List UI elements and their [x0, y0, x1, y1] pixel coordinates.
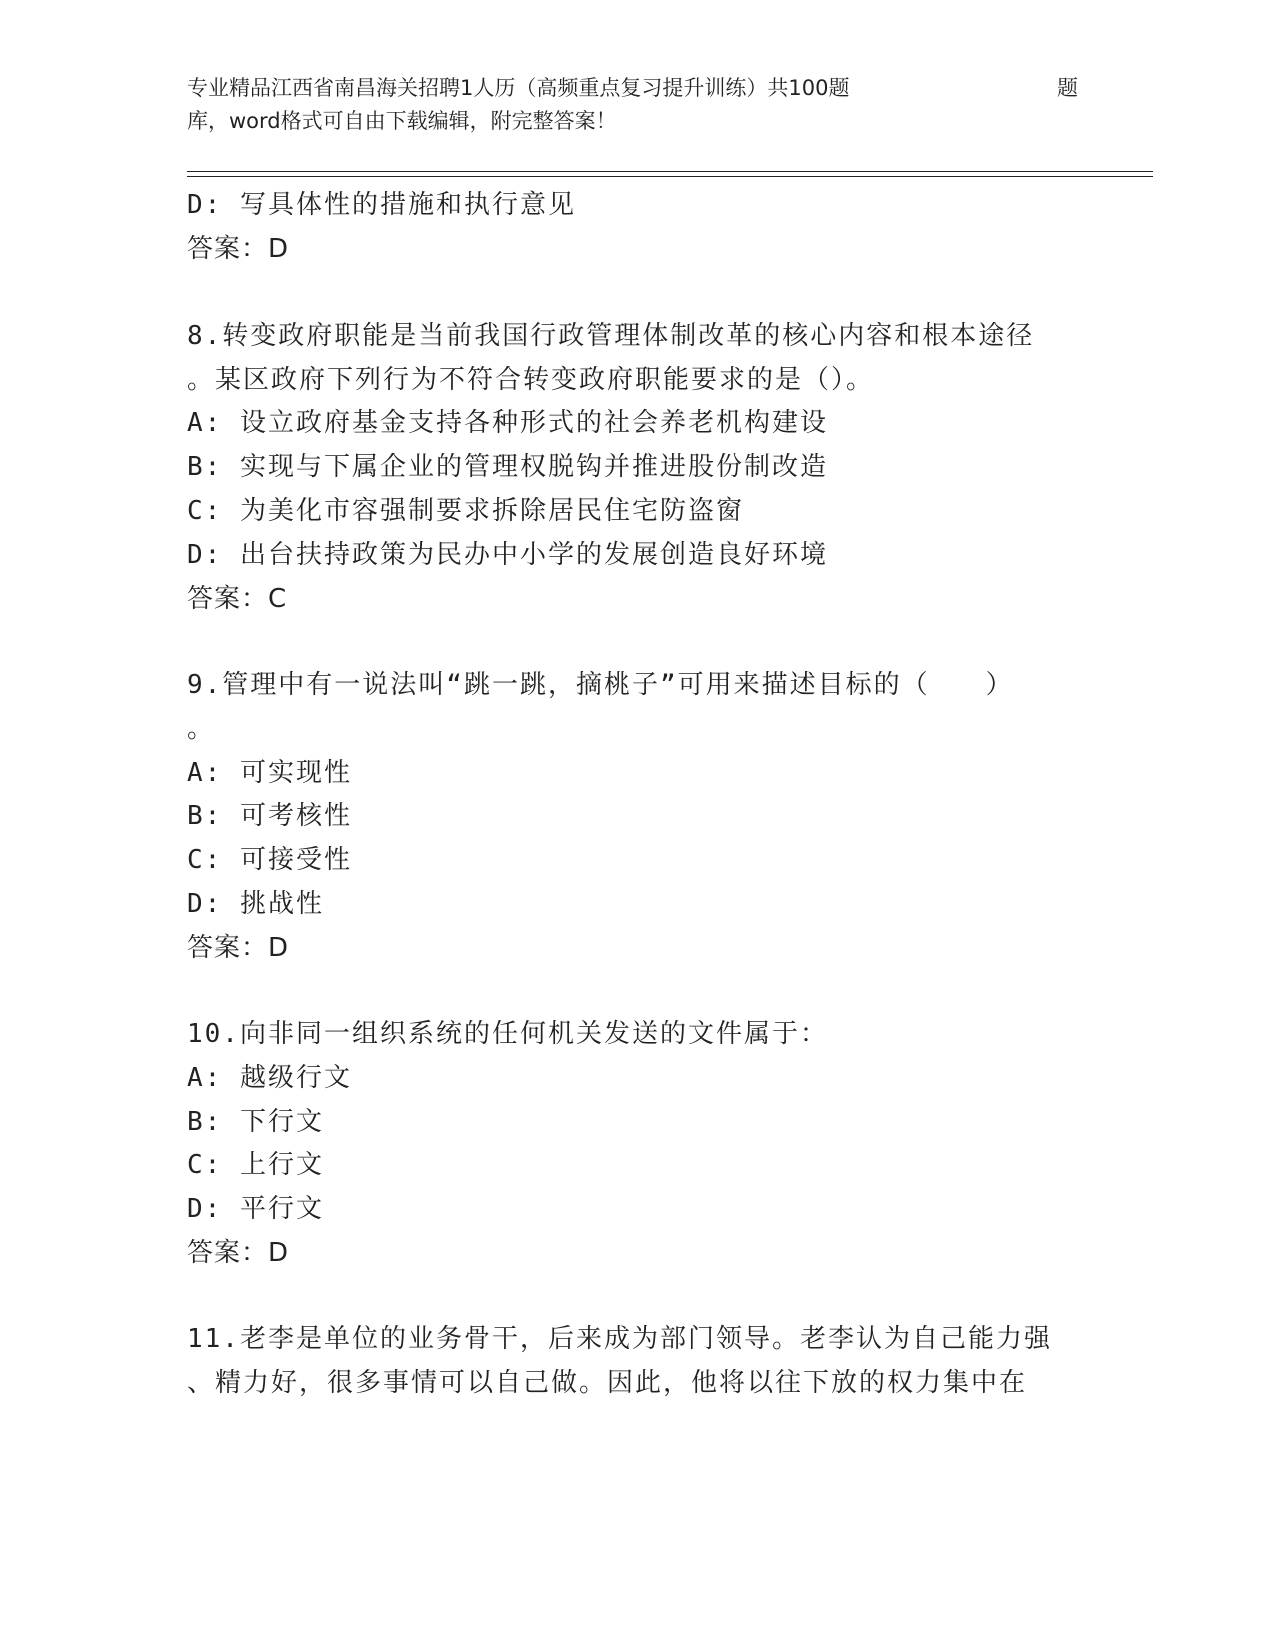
- q10-question-line-1: 10.向非同一组织系统的任何机关发送的文件属于：: [187, 1019, 828, 1049]
- q11-question-line-2: 、精力好，很多事情可以自己做。因此，他将以往下放的权力集中在: [187, 1368, 1028, 1398]
- q10-option-d: D: 平行文: [187, 1194, 324, 1224]
- header-title-line-2: 库，word格式可自由下载编辑，附完整答案！: [187, 109, 617, 133]
- q9-option-b: B: 可考核性: [187, 801, 352, 831]
- header-divider-bottom: [187, 176, 1153, 177]
- q8-option-d: D: 出台扶持政策为民办中小学的发展创造良好环境: [187, 540, 828, 570]
- q10-option-b: B: 下行文: [187, 1107, 324, 1137]
- q7-option-d: D: 写具体性的措施和执行意见: [187, 190, 576, 220]
- q9-answer: 答案：D: [187, 933, 290, 963]
- header-title-text: 专业精品江西省南昌海关招聘1人历（高频重点复习提升训练）共100题: [187, 76, 850, 100]
- q8-question-line-2: 。某区政府下列行为不符合转变政府职能要求的是（）。: [187, 365, 875, 395]
- q9-option-a: A: 可实现性: [187, 758, 352, 788]
- q11-question-line-1: 11.老李是单位的业务骨干，后来成为部门领导。老李认为自己能力强: [187, 1324, 1052, 1354]
- q8-answer: 答案：C: [187, 584, 288, 614]
- document-header: [187, 72, 1087, 138]
- q9-question-line-1: 9.管理中有一说法叫“跳一跳，摘桃子”可用来描述目标的（ ）: [187, 670, 1014, 700]
- q9-option-c: C: 可接受性: [187, 845, 352, 875]
- q9-option-d: D: 挑战性: [187, 889, 324, 919]
- q10-option-a: A: 越级行文: [187, 1063, 352, 1093]
- q8-option-a: A: 设立政府基金支持各种形式的社会养老机构建设: [187, 408, 828, 438]
- q9-question-line-2: 。: [187, 714, 216, 744]
- header-divider-top: [187, 171, 1153, 172]
- header-title-tail: 题: [1057, 76, 1078, 100]
- q8-option-b: B: 实现与下属企业的管理权脱钩并推进股份制改造: [187, 452, 828, 482]
- q8-question-line-1: 8.转变政府职能是当前我国行政管理体制改革的核心内容和根本途径: [187, 321, 1035, 351]
- q7-answer: 答案：D: [187, 234, 290, 264]
- q10-answer: 答案：D: [187, 1238, 290, 1268]
- q8-option-c: C: 为美化市容强制要求拆除居民住宅防盗窗: [187, 496, 744, 526]
- q10-option-c: C: 上行文: [187, 1150, 324, 1180]
- header-title-line-1: [187, 72, 1087, 105]
